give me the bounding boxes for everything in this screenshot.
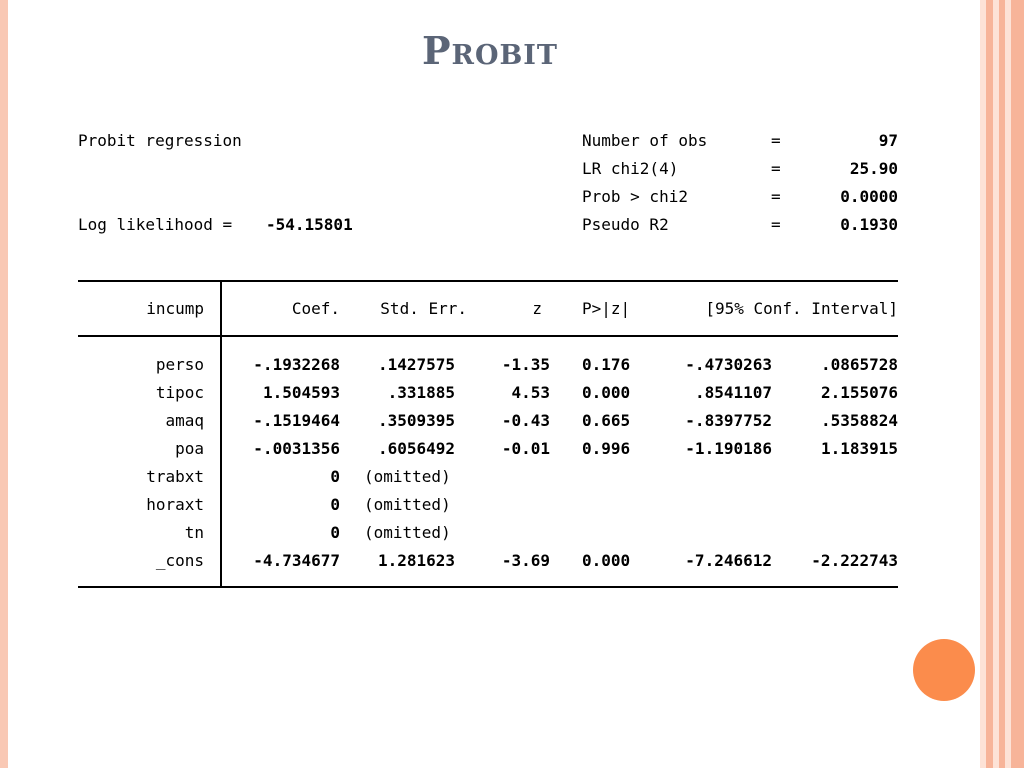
cell-se: (omitted) — [364, 523, 451, 542]
column-header: z — [532, 299, 542, 318]
cell-se: 1.281623 — [377, 551, 455, 570]
cell-p: 0.996 — [582, 439, 631, 458]
cell-lo: -7.246612 — [685, 551, 772, 570]
left-border — [0, 0, 8, 768]
cell-hi: 2.155076 — [820, 383, 898, 402]
column-header: Std. Err. — [380, 299, 467, 318]
cell-hi: 1.183915 — [820, 439, 898, 458]
stat-value: 0.1930 — [840, 215, 898, 234]
cell-p: 0.000 — [582, 551, 631, 570]
stat-eq: = — [771, 131, 781, 150]
cell-coef: 0 — [330, 495, 340, 514]
cell-se: .1427575 — [377, 355, 455, 374]
cell-z: -0.43 — [501, 411, 550, 430]
table-top-rule — [78, 280, 898, 282]
cell-coef: 1.504593 — [262, 383, 340, 402]
cell-se: .331885 — [387, 383, 455, 402]
cell-coef: -4.734677 — [253, 551, 340, 570]
loglik-value: -54.15801 — [266, 215, 353, 234]
stat-eq: = — [771, 159, 781, 178]
cell-var: _cons — [155, 551, 204, 570]
cell-var: horaxt — [146, 495, 204, 514]
cell-z: 4.53 — [511, 383, 550, 402]
cell-var: trabxt — [146, 467, 204, 486]
right-border-stripes — [980, 0, 1024, 768]
cell-se: (omitted) — [364, 495, 451, 514]
cell-var: tipoc — [155, 383, 204, 402]
column-header: P>|z| — [582, 299, 631, 318]
table-bottom-rule — [78, 586, 898, 588]
stat-label: Number of obs — [582, 131, 708, 150]
cell-se: .3509395 — [377, 411, 455, 430]
stat-eq: = — [771, 187, 781, 206]
stat-label: Pseudo R2 — [582, 215, 669, 234]
column-header: [95% Conf. Interval] — [705, 299, 898, 318]
cell-z: -1.35 — [501, 355, 550, 374]
cell-var: amaq — [165, 411, 204, 430]
cell-lo: .8541107 — [694, 383, 772, 402]
cell-se: .6056492 — [377, 439, 455, 458]
table-divider — [220, 281, 222, 587]
cell-lo: -.4730263 — [685, 355, 772, 374]
cell-p: 0.176 — [582, 355, 631, 374]
cell-lo: -.8397752 — [685, 411, 772, 430]
stat-value: 97 — [878, 131, 898, 150]
cell-coef: 0 — [330, 467, 340, 486]
cell-var: tn — [184, 523, 204, 542]
loglik-label: Log likelihood = — [78, 215, 233, 234]
cell-var: perso — [155, 355, 204, 374]
depvar-header: incump — [146, 299, 204, 318]
cell-hi: -2.222743 — [811, 551, 898, 570]
cell-hi: .5358824 — [820, 411, 898, 430]
cell-p: 0.000 — [582, 383, 631, 402]
cell-se: (omitted) — [364, 467, 451, 486]
cell-coef: -.1519464 — [253, 411, 340, 430]
cell-coef: 0 — [330, 523, 340, 542]
stat-label: Prob > chi2 — [582, 187, 688, 206]
model-name: Probit regression — [78, 131, 242, 150]
cell-coef: -.0031356 — [253, 439, 340, 458]
column-header: Coef. — [291, 299, 340, 318]
cell-coef: -.1932268 — [253, 355, 340, 374]
stat-label: LR chi2(4) — [582, 159, 679, 178]
stat-value: 0.0000 — [840, 187, 898, 206]
stat-value: 25.90 — [849, 159, 898, 178]
cell-z: -0.01 — [501, 439, 550, 458]
stat-eq: = — [771, 215, 781, 234]
cell-z: -3.69 — [501, 551, 550, 570]
cell-hi: .0865728 — [820, 355, 898, 374]
cell-lo: -1.190186 — [685, 439, 772, 458]
cell-var: poa — [175, 439, 204, 458]
cell-p: 0.665 — [582, 411, 631, 430]
slide-title: Probit — [421, 28, 559, 73]
table-header-rule — [78, 335, 898, 337]
decorative-circle — [913, 639, 975, 701]
